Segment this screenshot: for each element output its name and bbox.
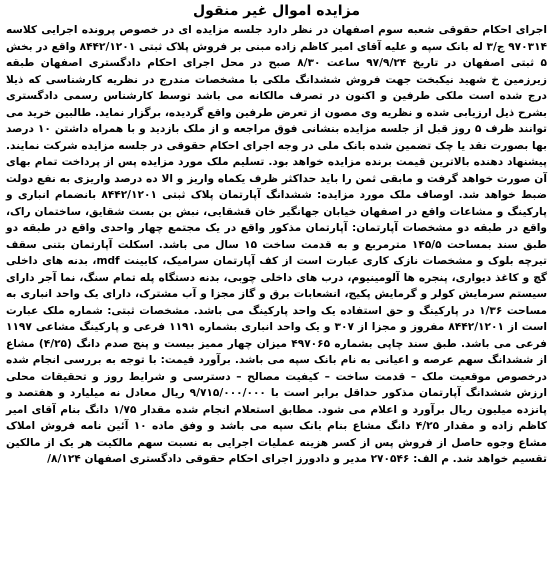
notice-title: مزایده اموال غیر منقول	[193, 3, 360, 19]
notice-body: اجرای احکام حقوقی شعبه سوم اصفهان در نظر دارد جلسه مزایده ای در خصوص پرونده اجرایی کلاسه ۹۷۰۳۱۴ ج/۳ له بانک سپه و علیه آقای امیر کاظم زاده مبنی بر فروش پلاک ثبتی ۸۴۴۲/۱۲۰۱ واقع در بخش ۵ ثبتی اصفهان در تاریخ ۹۷/۹/۲۴ ساعت ۸/۳۰ صبح در محل اجرای احکام دادگستری اصفهان طبقه زیرزمین خ شهید نیکبخت جهت فروش ششدانگ ملکی با مشخصات مندرج در نظریه کارشناسی که ذیلا درج شده است ملکی طرفین و اکنون در تصرف مالکانه می باشد توسط کارشناس رسمی دادگستری بشرح ذیل ارزیابی شده و نظریه وی مصون از تعرض طرفین واقع گردیده، برگزار نماید. طالبین خرید می توانند ظرف ۵ روز قبل از جلسه مزایده بنشانی فوق مراجعه و از ملک بازدید و با همراه داشتن ۱۰ درصد بها بصورت نقد یا چک تضمین شده بانک ملی در وجه اجرای احکام حقوقی در جلسه مزایده شرکت نمایند. پیشنهاد دهنده بالاترین قیمت برنده مزایده خواهد بود. تسلیم ملک مورد مزایده پس از پرداخت تمام بهای آن صورت خواهد گرفت و مابقی ثمن را باید حداکثر ظرف یکماه واریز و الا ده درصد واریزی به نفع دولت ضبط خواهد شد. اوصاف ملک مورد مزایده: ششدانگ آپارتمان پلاک ثبتی ۸۴۴۲/۱۲۰۱ بانضمام انباری و پارکینگ و مشاعات واقع در اصفهان خیابان جهانگیر خان قشقایی، نبش بن بست شقایق، ساختمان راک، واقع در طبقه دو مشخصات آپارتمان: آپارتمان مذکور واقع در یک مجتمع چهار واحدی واقع در طبقه دو طبق سند بمساحت ۱۴۵/۵ مترمربع و به قدمت ساخت ۱۵ سال می باشد. اسکلت آپارتمان بتنی سقف تیرچه بلوک و مشخصات نازک کاری عبارت است از کف آپارتمان سرامیک، کابینت mdf، بدنه های داخلی گچ و کاغذ دیواری، پنجره ها آلومینیوم، درب های داخلی چوبی، بدنه دستگاه پله تمام سنگ، نما آجر دارای سیستم سرمایش کولر و گرمایش پکیج، انشعابات برق و گاز مجزا و آب مشترک، دارای یک واحد انباری به مساحت ۱/۳۶ در پارکینگ و حق استفاده یک واحد پارکینگ می باشد. مشخصات ثبتی: شماره ملک عبارت است از ۸۴۴۲/۱۲۰۱ مفروز و مجزا از ۳۰۷ و یک واحد انباری بشماره ۱۱۹۱ فرعی و پارکینگ مشاعی ۱۱۹۷ فرعی می باشد. طبق سند چاپی بشماره ۴۹۷۰۶۵ میزان چهار ممیز بیست و پنج صدم دانگ (۴/۲۵) مشاع از ششدانگ سهم عرصه و اعیانی به نام بانک سپه می باشد. برآورد قیمت: با توجه به بررسی انجام شده درخصوص موقعیت ملک – قدمت ساخت – کیفیت مصالح – دسترسی و شرایط روز و تحقیقات محلی ارزش ششدانگ آپارتمان مذکور حداقل برابر است با ۹/۷۱۵/۰۰۰/۰۰۰ ریال معادل نه میلیارد و هفتصد و پانزده میلیون ریال برآورد و اعلام می شود. مطابق استعلام انجام شده مقدار ۱/۷۵ دانگ بنام آقای امیر کاظم زاده و مقدار ۴/۲۵ دانگ مشاع بنام بانک سپه می باشد و وفق ماده ۱۰ آئین نامه فروش املاک مشاع وجوه حاصل از فروش پس از کسر هزینه عملیات اجرایی به نسبت سهم مالکیت هر یک از مالکین تقسیم خواهد شد. م الف: ۲۷۰۵۴۶ مدیر و دادورز اجرای احکام حقوقی دادگستری اصفهان ۸/۱۲۴/	[6, 24, 548, 465]
